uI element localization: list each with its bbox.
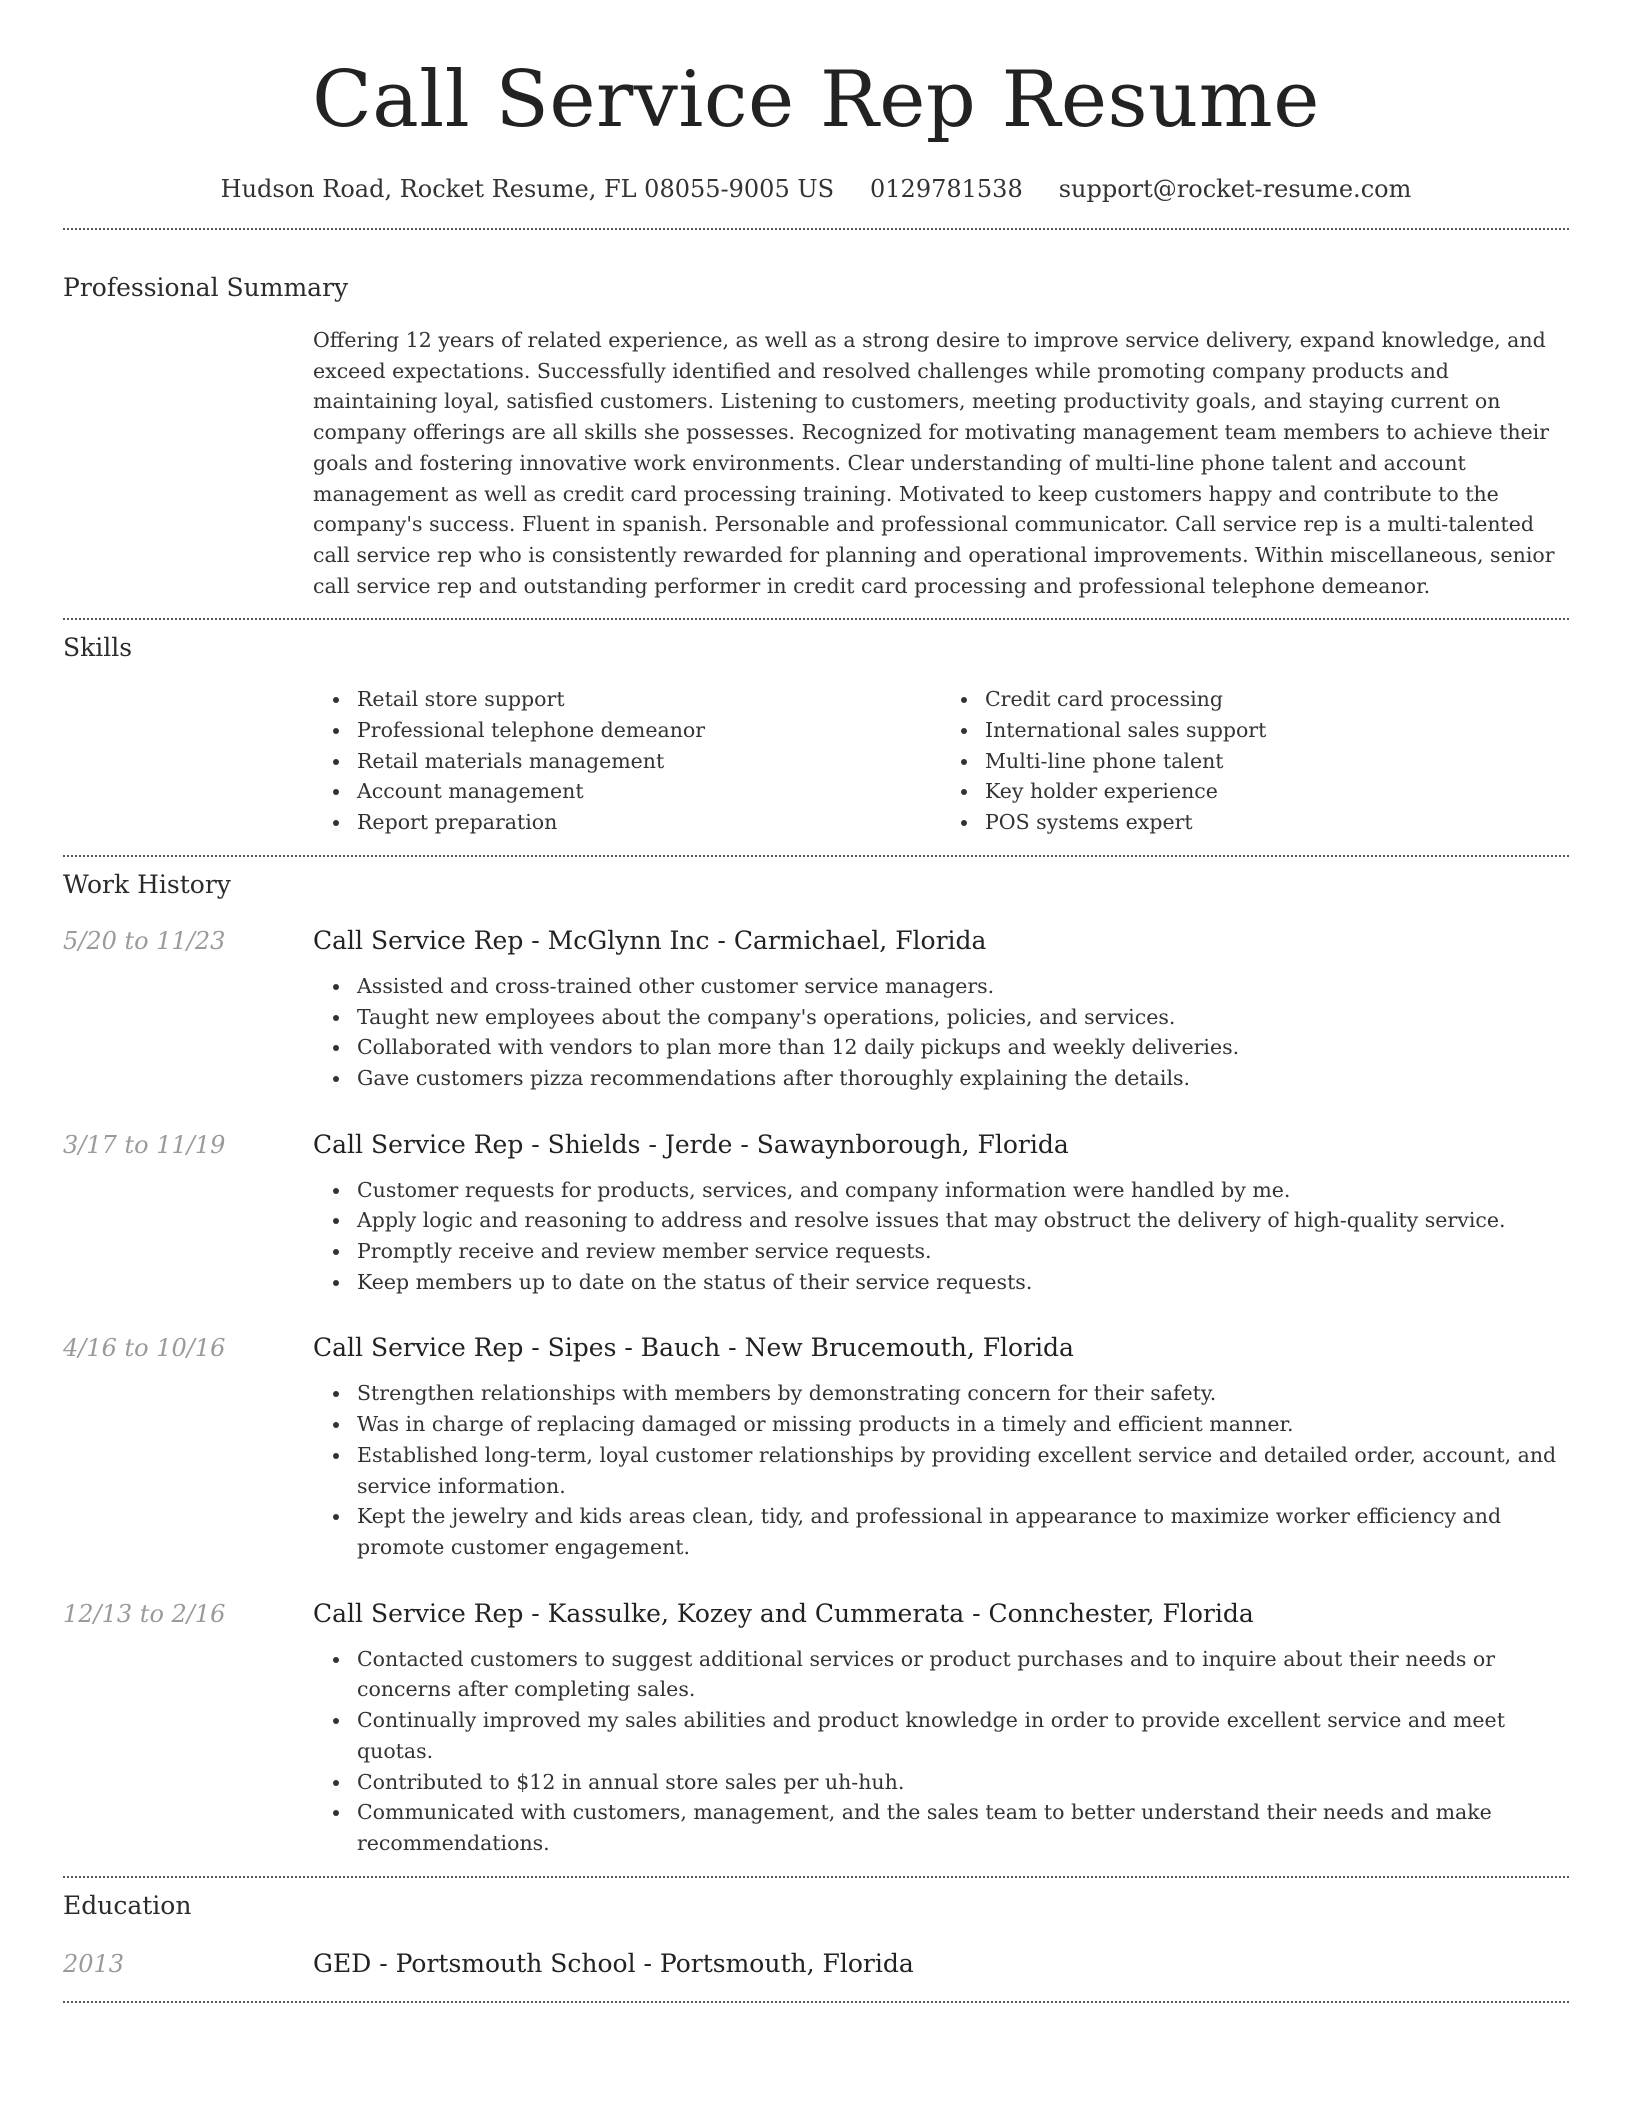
section-heading-skills: Skills <box>63 633 133 663</box>
job-bullet: Strengthen relationships with members by demonstrating concern for their safety. <box>313 1378 1569 1409</box>
job-bullet: Apply logic and reasoning to address and resolve issues that may obstruct the delivery of high-quality service. <box>313 1205 1569 1236</box>
education-title: GED - Portsmouth School - Portsmouth, Florida <box>313 1948 914 1978</box>
skills-section <box>63 632 1569 838</box>
job-bullet: Assisted and cross-trained other customer service managers. <box>313 971 1569 1002</box>
job-dates: 3/17 to 11/19 <box>63 1130 226 1159</box>
education-year: 2013 <box>63 1949 125 1978</box>
skills-list-left <box>313 684 941 838</box>
education-entry <box>63 1948 1569 1980</box>
skill-item: Retail materials management <box>313 746 941 777</box>
address: Hudson Road, Rocket Resume, FL 08055-9005 US <box>220 175 835 203</box>
job-entry <box>63 1598 1569 1859</box>
skill-item: Account management <box>313 776 941 807</box>
job-bullet: Gave customers pizza recommendations after thoroughly explaining the details. <box>313 1063 1569 1094</box>
skill-item: POS systems expert <box>941 807 1569 838</box>
skill-item: International sales support <box>941 715 1569 746</box>
skill-item: Multi-line phone talent <box>941 746 1569 777</box>
job-dates: 4/16 to 10/16 <box>63 1334 226 1363</box>
skill-item: Report preparation <box>313 807 941 838</box>
job-bullets <box>313 1175 1569 1298</box>
contact-info <box>63 174 1569 204</box>
job-bullets <box>313 1378 1569 1562</box>
job-bullet: Collaborated with vendors to plan more than 12 daily pickups and weekly deliveries. <box>313 1032 1569 1063</box>
job-bullet: Keep members up to date on the status of their service requests. <box>313 1267 1569 1298</box>
job-dates: 5/20 to 11/23 <box>63 926 226 955</box>
skill-item: Key holder experience <box>941 776 1569 807</box>
phone-number: 0129781538 <box>870 175 1023 203</box>
job-entry <box>63 925 1569 1094</box>
job-entry <box>63 1129 1569 1298</box>
job-bullets <box>313 971 1569 1094</box>
section-heading-summary: Professional Summary <box>63 273 349 302</box>
skill-item: Credit card processing <box>941 684 1569 715</box>
education-section <box>63 1890 1569 1980</box>
summary-section <box>63 272 1569 601</box>
job-bullet: Kept the jewelry and kids areas clean, tidy, and professional in appearance to maximize worker efficiency and promote customer engagement. <box>313 1501 1569 1562</box>
skills-list-right <box>941 684 1569 838</box>
skill-item: Retail store support <box>313 684 941 715</box>
job-entry <box>63 1332 1569 1562</box>
job-bullet: Taught new employees about the company's operations, policies, and services. <box>313 1002 1569 1033</box>
work-history-section <box>63 869 1569 1859</box>
divider <box>63 855 1569 857</box>
job-bullet: Continually improved my sales abilities and product knowledge in order to provide excellent service and meet quotas. <box>313 1705 1569 1766</box>
job-bullet: Contacted customers to suggest additional services or product purchases and to inquire about their needs or concerns after completing sales. <box>313 1644 1569 1705</box>
divider <box>63 228 1569 230</box>
job-title: Call Service Rep - Kassulke, Kozey and Cummerata - Connchester, Florida <box>313 1598 1254 1628</box>
divider <box>63 2001 1569 2003</box>
job-bullet: Customer requests for products, services, and company information were handled by me. <box>313 1175 1569 1206</box>
job-bullet: Was in charge of replacing damaged or missing products in a timely and efficient manner. <box>313 1409 1569 1440</box>
job-bullet: Contributed to $12 in annual store sales per uh-huh. <box>313 1767 1569 1798</box>
job-bullet: Promptly receive and review member service requests. <box>313 1236 1569 1267</box>
section-heading-education: Education <box>63 1890 192 1920</box>
resume-title: Call Service Rep Resume <box>312 55 1320 145</box>
skill-item: Professional telephone demeanor <box>313 715 941 746</box>
job-bullet: Communicated with customers, management, and the sales team to better understand their needs and make recommendations. <box>313 1797 1569 1858</box>
summary-text: Offering 12 years of related experience, as well as a strong desire to improve service delivery, expand knowledge, and exceed expectations. Successfully identified and resolved challenges while promoting company products and maintaining loyal, satisfied customers. Listening to customers, meeting productivity goals, and staying current on company offerings are all skills she possesses. Recognized for motivating management team members to achieve their goals and fostering innovative work environments. Clear understanding of multi-line phone talent and account management as well as credit card processing training. Motivated to keep customers happy and contribute to the company's success. Fluent in spanish. Personable and professional communicator. Call service rep is a multi-talented call service rep who is consistently rewarded for planning and operational improvements. Within miscellaneous, senior call service rep and outstanding performer in credit card processing and professional telephone demeanor. <box>313 328 1555 598</box>
email-address: support@rocket-resume.com <box>1058 175 1412 203</box>
job-title: Call Service Rep - Sipes - Bauch - New Brucemouth, Florida <box>313 1333 1074 1363</box>
job-bullets <box>313 1644 1569 1859</box>
job-title: Call Service Rep - McGlynn Inc - Carmichael, Florida <box>313 925 987 955</box>
divider <box>63 618 1569 620</box>
section-heading-work-history: Work History <box>63 869 231 899</box>
job-bullet: Established long-term, loyal customer relationships by providing excellent service and detailed order, account, and service information. <box>313 1440 1569 1501</box>
job-title: Call Service Rep - Shields - Jerde - Sawaynborough, Florida <box>313 1129 1069 1159</box>
job-dates: 12/13 to 2/16 <box>63 1599 226 1628</box>
divider <box>63 1876 1569 1878</box>
